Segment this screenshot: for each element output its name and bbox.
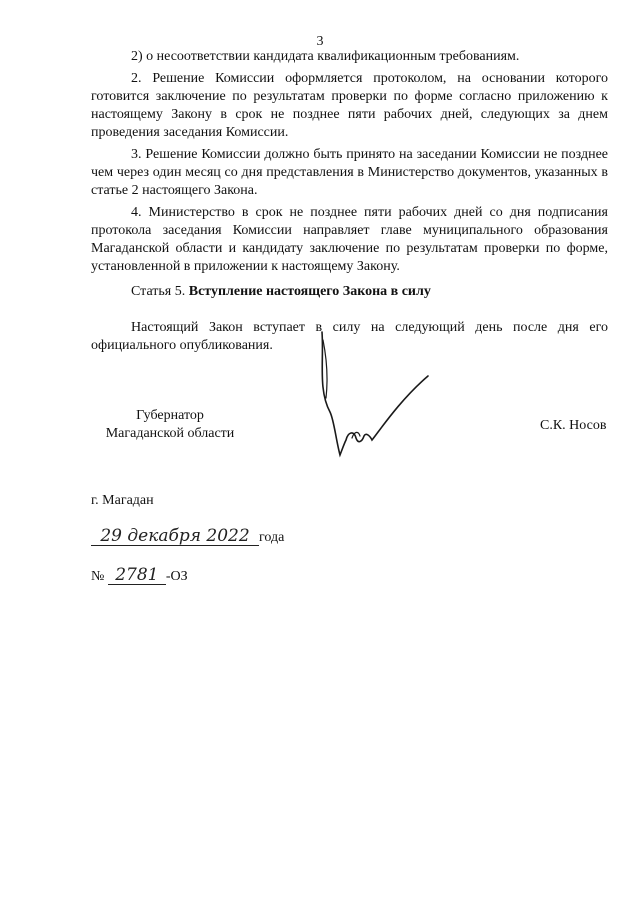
signatory-title <box>100 407 240 443</box>
handwritten-date: 29 декабря 2022 <box>91 527 259 546</box>
handwritten-number: 2781 <box>108 566 166 585</box>
signatory-title-line1: Губернатор <box>136 408 204 423</box>
date-suffix: года <box>259 530 285 545</box>
page-number: 3 <box>316 34 324 49</box>
number-prefix: № <box>91 569 105 584</box>
article-text: Настоящий Закон вступает в силу на следующий день после дня его официального опубликования. <box>91 320 608 353</box>
law-number-line <box>91 566 188 585</box>
signatory-name: С.К. Носов <box>540 418 607 433</box>
number-suffix: -ОЗ <box>165 569 188 584</box>
paragraph-1: 2) о несоответствии кандидата квалификационным требованиям. <box>131 49 520 64</box>
paragraph-2: 2. Решение Комиссии оформляется протоколом, на основании которого готовится заключение по результатам проверки по форме согласно приложению к настоящему Закону в срок не позднее пяти рабочих дней, следующих за днем проведения заседания Комиссии. <box>91 71 608 140</box>
handwritten-signature <box>300 320 450 470</box>
date-line <box>91 527 284 546</box>
article-heading <box>131 284 431 300</box>
paragraph-4: 4. Министерство в срок не позднее пяти рабочих дней со дня подписания протокола заседания Комиссии направляет главе муниципального образования Магаданской области и кандидату заключение по результатам проверки по форме, установленной в приложении к настоящему Закону. <box>91 205 608 274</box>
city: г. Магадан <box>91 493 154 508</box>
paragraph-3: 3. Решение Комиссии должно быть принято на заседании Комиссии не позднее чем через один месяц со дня представления в Министерство документов, указанных в статье 2 настоящего Закона. <box>91 147 608 198</box>
article-prefix: Статья 5. <box>131 284 186 299</box>
body-text <box>91 48 608 276</box>
article-title: Вступление настоящего Закона в силу <box>188 284 431 299</box>
signatory-title-line2: Магаданской области <box>105 426 235 441</box>
